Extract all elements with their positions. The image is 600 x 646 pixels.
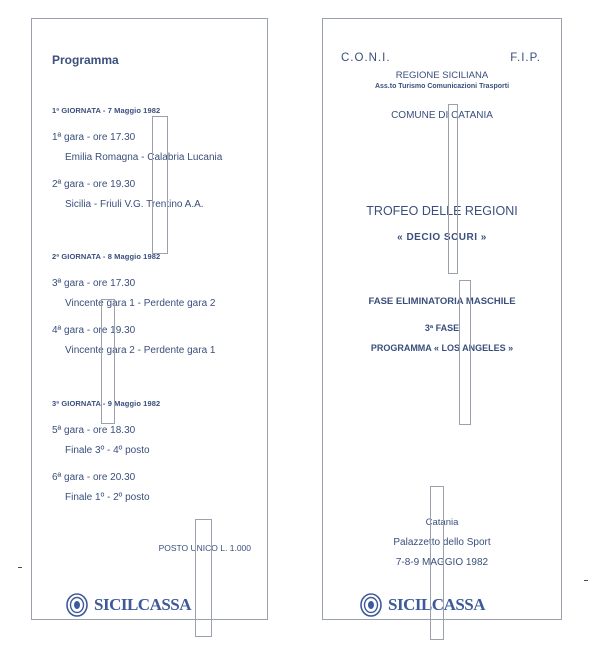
scan-artifact xyxy=(195,519,212,637)
game-1-match: Emilia Romagna - Calabria Lucania xyxy=(65,152,223,163)
sicilcassa-emblem-icon xyxy=(66,593,88,617)
day-1-heading: 1ª GIORNATA - 7 Maggio 1982 xyxy=(52,106,161,115)
game-4-match: Vincente gara 2 - Perdente gara 1 xyxy=(65,345,216,356)
game-5-match: Finale 3º - 4º posto xyxy=(65,445,150,456)
game-6-time: 6ª gara - ore 20.30 xyxy=(52,472,136,483)
assessorato-label: Ass.to Turismo Comunicazioni Trasporti xyxy=(374,83,510,90)
game-6-match: Finale 1º - 2º posto xyxy=(65,492,150,503)
sicilcassa-wordmark: SICILCASSA xyxy=(388,595,486,614)
comune-label: COMUNE DI CATANIA xyxy=(391,110,493,121)
game-1-time: 1ª gara - ore 17.30 xyxy=(52,132,136,143)
scan-artifact xyxy=(152,116,168,254)
game-3-time: 3ª gara - ore 17.30 xyxy=(52,278,136,289)
venue-label: Palazzetto dello Sport xyxy=(393,537,491,548)
sicilcassa-logo xyxy=(66,593,191,617)
game-2-match: Sicilia - Friuli V.G. Trentino A.A. xyxy=(65,199,204,210)
sicilcassa-emblem-icon xyxy=(360,593,382,617)
scan-artifact xyxy=(459,280,471,425)
phase-number: 3ª FASE xyxy=(424,323,460,333)
program-name: PROGRAMMA « LOS ANGELES » xyxy=(370,343,514,353)
scan-artifact xyxy=(101,299,115,424)
dates-label: 7-8-9 MAGGIO 1982 xyxy=(395,557,489,568)
day-2-heading: 2ª GIORNATA - 8 Maggio 1982 xyxy=(52,252,161,261)
game-3-match: Vincente gara 1 - Perdente gara 2 xyxy=(65,298,216,309)
stray-mark xyxy=(584,580,588,581)
scan-artifact xyxy=(448,104,458,274)
game-2-time: 2ª gara - ore 19.30 xyxy=(52,179,136,190)
trophy-title: TROFEO DELLE REGIONI xyxy=(366,204,518,218)
trophy-name: « DECIO SCURI » xyxy=(397,232,487,243)
program-panel xyxy=(31,18,268,620)
phase-label: FASE ELIMINATORIA MASCHILE xyxy=(368,296,516,307)
program-title: Programma xyxy=(52,53,119,67)
ticket-price: POSTO UNICO L. 1.000 xyxy=(158,543,251,553)
game-4-time: 4ª gara - ore 19.30 xyxy=(52,325,136,336)
game-5-time: 5ª gara - ore 18.30 xyxy=(52,425,136,436)
scan-artifact xyxy=(430,486,444,640)
city-label: Catania xyxy=(425,517,459,528)
sicilcassa-wordmark: SICILCASSA xyxy=(94,595,192,614)
day-3-heading: 3ª GIORNATA - 9 Maggio 1982 xyxy=(52,399,161,408)
stray-mark xyxy=(18,567,22,568)
sicilcassa-logo xyxy=(360,593,485,617)
coni-label: C.O.N.I. xyxy=(341,52,391,64)
region-label: REGIONE SICILIANA xyxy=(395,70,489,81)
fip-label: F.I.P. xyxy=(510,52,541,64)
